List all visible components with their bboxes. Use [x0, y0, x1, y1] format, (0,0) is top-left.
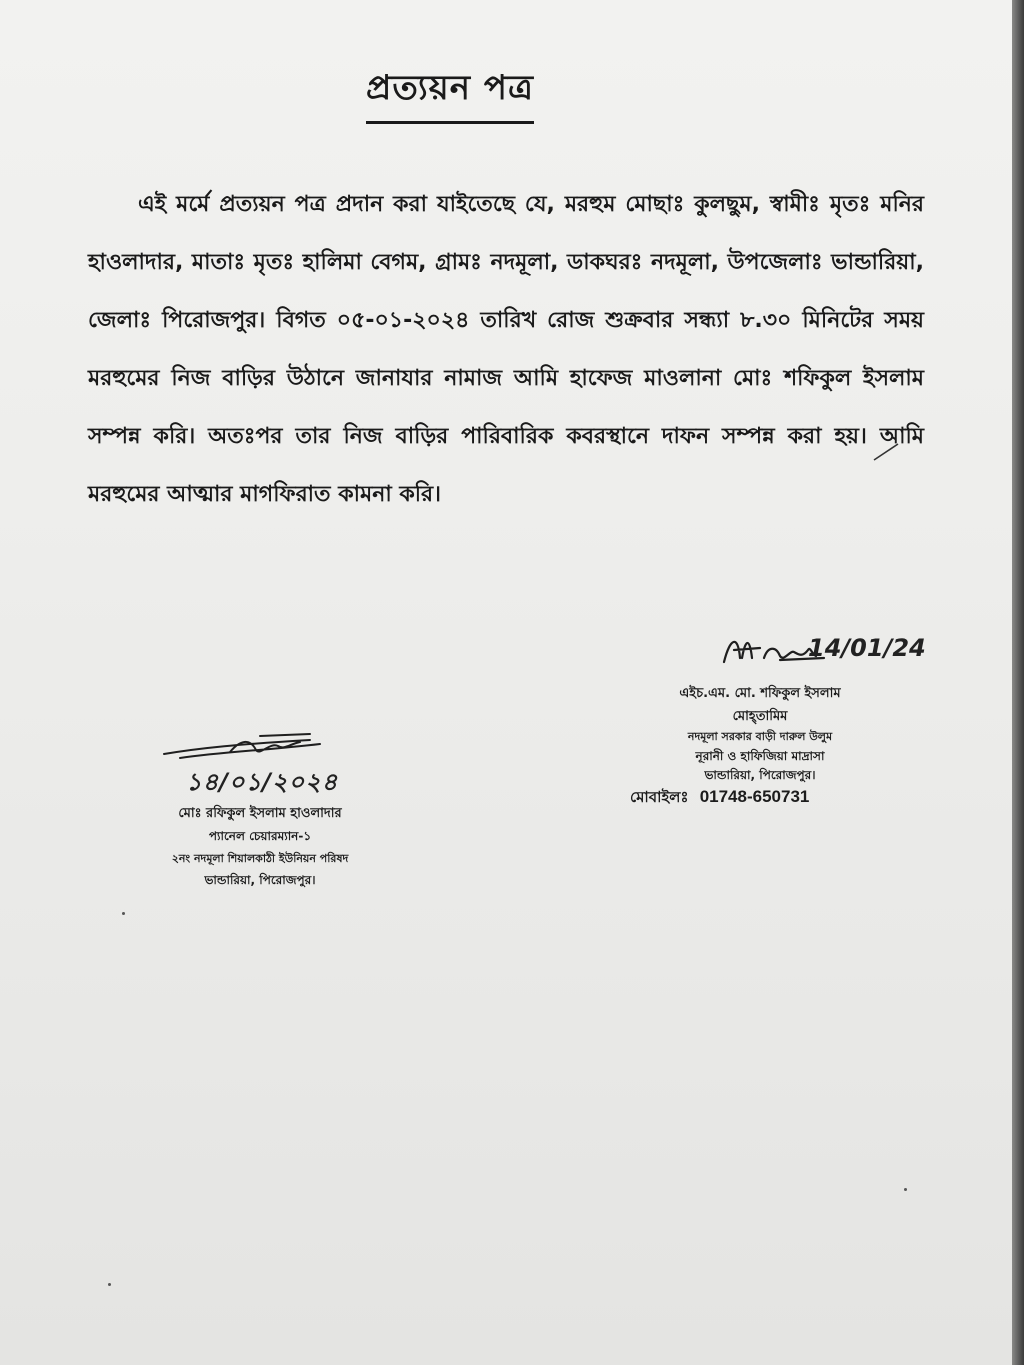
right-stamp-designation: মোহ্তামিম [732, 709, 788, 724]
left-stamp-union: ২নং নদমূলা শিয়ালকাঠী ইউনিয়ন পরিষদ [171, 852, 349, 865]
background-edge [1012, 0, 1024, 1365]
right-stamp-institution-2: নূরানী ও হাফিজিয়া মাদ্রাসা [695, 749, 825, 763]
right-stamp-phone-row [630, 786, 950, 811]
left-signature-date: ১৪/০১/২০২৪ [186, 768, 339, 796]
handwritten-signature-left [160, 730, 330, 766]
right-signature-block [600, 614, 926, 806]
paper-speck [108, 1283, 111, 1286]
left-stamp-designation: প্যানেল চেয়ারম্যান-১ [208, 829, 312, 843]
left-signature-block [120, 730, 420, 900]
right-stamp-phone: 01748-650731 [699, 787, 810, 806]
left-stamp-address: ভান্ডারিয়া, পিরোজপুর। [204, 873, 316, 887]
document-body: এই মর্মে প্রত্যয়ন পত্র প্রদান করা যাইতেছে যে, মরহুম মোছাঃ কুলছুম, স্বামীঃ মৃতঃ মনির হাওলাদার, মাতাঃ মৃতঃ হালিমা বেগম, গ্রামঃ নদমূলা, ডাকঘরঃ নদমূলা, উপজেলাঃ ভান্ডারিয়া, জেলাঃ পিরোজপুর। বিগত ০৫-০১-২০২৪ তারিখ রোজ শুক্রবার সন্ধ্যা ৮.৩০ মিনিটের সময় মরহুমের নিজ বাড়ির উঠানে জানাযার নামাজ আমি হাফেজ মাওলানা মোঃ শফিকুল ইসলাম সম্পন্ন করি। অতঃপর তার নিজ বাড়ির পারিবারিক কবরস্থানে দাফন সম্পন্ন করা হয়। আমি মরহুমের আত্মার মাগফিরাত কামনা করি। [88, 192, 924, 507]
document-title-text: প্রত্যয়ন পত্র [366, 62, 534, 124]
right-stamp-name: এইচ.এম. মো. শফিকুল ইসলাম [679, 686, 841, 701]
right-stamp-institution: নদমূলা সরকার বাড়ী দারুল উলুম [687, 730, 833, 743]
check-mark-icon [872, 440, 900, 464]
paper-speck [122, 912, 125, 915]
left-stamp-name: মোঃ রফিকুল ইসলাম হাওলাদার [178, 806, 342, 821]
right-stamp-phone-label: মোবাইলঃ [630, 788, 689, 806]
right-stamp-address: ভান্ডারিয়া, পিরোজপুর। [704, 768, 816, 782]
document-title [0, 62, 900, 124]
paper-speck [904, 1188, 907, 1191]
right-signature-date: 14/01/24 [808, 634, 926, 662]
